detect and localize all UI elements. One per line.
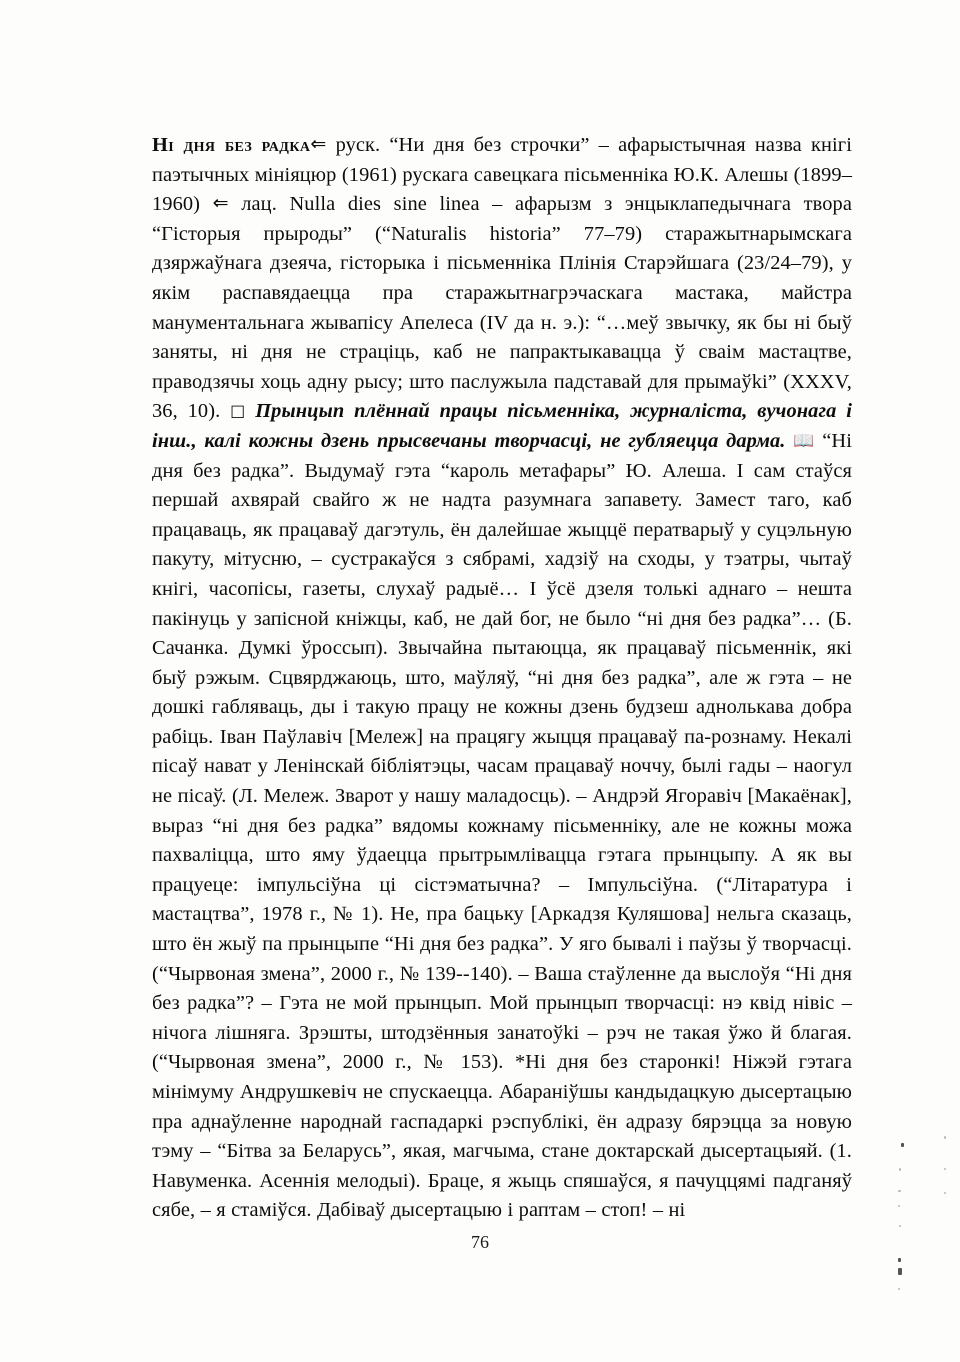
scan-speckle [898, 1288, 900, 1290]
scan-speckle [899, 1225, 901, 1227]
scan-speckle [899, 1168, 901, 1171]
entry-text-part-2: лац. Nulla dies sine linea – афарызм з энцыклапедычнага твора “Гісторыя прыроды” (“Naturalis historia” 77–79) старажытнарымскага дзяржаўнага дзеяча, гісторыка і пісьменніка Плінія Старэйшага (23/24–79), у якім распавядаецца пра старажытнагрэчаскага мастака, майстра манументальнага жывапісу Апелеса (IV да н. э.): “…меў звычку, як бы ні быў заняты, ні дня не страціць, каб не папрактыкавацца ў сваім мастацтве, праводзячы хоць адну рысу; што паслужыла падставай для прымаўkі” (XXXV, 36, 10). [152, 193, 852, 423]
open-book-icon: 📖 [793, 430, 815, 451]
entry-paragraph [152, 131, 852, 1226]
scan-speckle [901, 1143, 904, 1147]
scan-speckle [898, 1258, 901, 1262]
scan-speckle [898, 1190, 901, 1192]
scan-speckle [898, 1268, 902, 1275]
entry-quote-block: “Ні дня без радка”. Выдумаў гэта “кароль метафары” Ю. Алеша. І сам стаўся першай ахвярай свайго ж не надта разумнага запавету. Замест таго, каб працаваць, як працаваў дагэтуль, ён далейшае жыццё ператварыў у суцэльную пакуту, мітусню, – сустракаўся з сябрамі, хадзіў на сходы, у тэатры, чытаў кнігі, часопісы, газеты, слухаў радыё… І ўсё дзеля толькі аднаго – нешта пакінуць у запісной кніжцы, каб, не дай бог, не было “ні дня без радка”… (Б. Сачанка. Думкі ўроссып). Звычайна пытаюцца, як працаваў пісьменнік, які быў рэжым. Сцвярджаюць, што, маўляў, “ні дня без радка”, але ж гэта – не дошкі габляваць, ды і такую працу не кожны дзень будзеш аднолькава добра рабіць. Іван Паўлавіч [Мележ] на працягу жыцця працаваў па-рознаму. Некалі пісаў нават у Ленінскай бібліятэцы, часам працаваў ноччу, былі гады – наогул не пісаў. (Л. Мележ. Зварот у нашу маладосць). – Андрэй Ягоравіч [Макаёнак], выраз “ні дня без радка” вядомы кожнаму пісьменніку, але не кожны можа пахваліцца, што яму ўдаецца прытрымлівацца гэтага прынцыпу. А як вы працуеце: імпульсіўна ці сістэматычна? – Імпульсіўна. (“Літаратура і мастацтва”, 1978 г., № 1). Не, пра бацьку [Аркадзя Куляшова] нельга сказаць, што ён жыў па прынцыпе “Ні дня без радка”. У яго бывалі і паўзы ў творчасці. (“Чырвоная змена”, 2000 г., № 139--140). – Ваша стаўленне да выслоўя “Ні дня без радка”? – Гэта не мой прынцып. Мой прынцып творчасці: нэ квід нівіс – нічога лішняга. Зрэшты, штодзённыя занатоўkі – рэч не такая ўжо й благая. (“Чырвоная змена”, 2000 г., № 153). *Ні дня без старонкі! Ніжэй гэтага мінімуму Андрушкевіч не спускаецца. Абараніўшы кандыдацкую дысертацыю пра аднаўленне народнай гаспадаркі рэспублікі, ён адразу бярэцца за новую тэму – “Бітва за Беларусь”, якая, магчыма, стане доктарскай дысертацыяй. (1. Навуменка. Асеннія мелодыі). Браце, я жыць спяшаўся, я пачуццямі падганяў сябе, – я стаміўся. Дабіваў дысертацыю і раптам – стоп! – ні [152, 429, 852, 1222]
left-double-arrow-icon: ⇐ [310, 133, 327, 155]
headword: Ні дня без радка [152, 134, 311, 156]
entry-text-part-1: руск. “Ни дня без строчки” – афарыстычная назва кнігі паэтычных мініяцюр (1961) рускага савецкага пісьменніка Ю.К. Алешы (1899–1960) [152, 134, 852, 216]
page-number: 76 [471, 1232, 489, 1252]
open-square-icon: □ [230, 401, 246, 421]
scan-speckle [944, 1136, 946, 1139]
dictionary-entry-body [152, 131, 852, 1226]
scan-speckle [944, 1192, 946, 1194]
scan-speckle [898, 1205, 900, 1207]
scan-speckle [944, 1168, 946, 1170]
left-double-arrow-icon-2: ⇐ [212, 192, 229, 215]
entry-gloss: Прынцып плённай працы пісьменніка, журналіста, вучонага і інш., калі кожны дзень прысвечаны творчасці, не губляецца дарма. [152, 400, 852, 452]
